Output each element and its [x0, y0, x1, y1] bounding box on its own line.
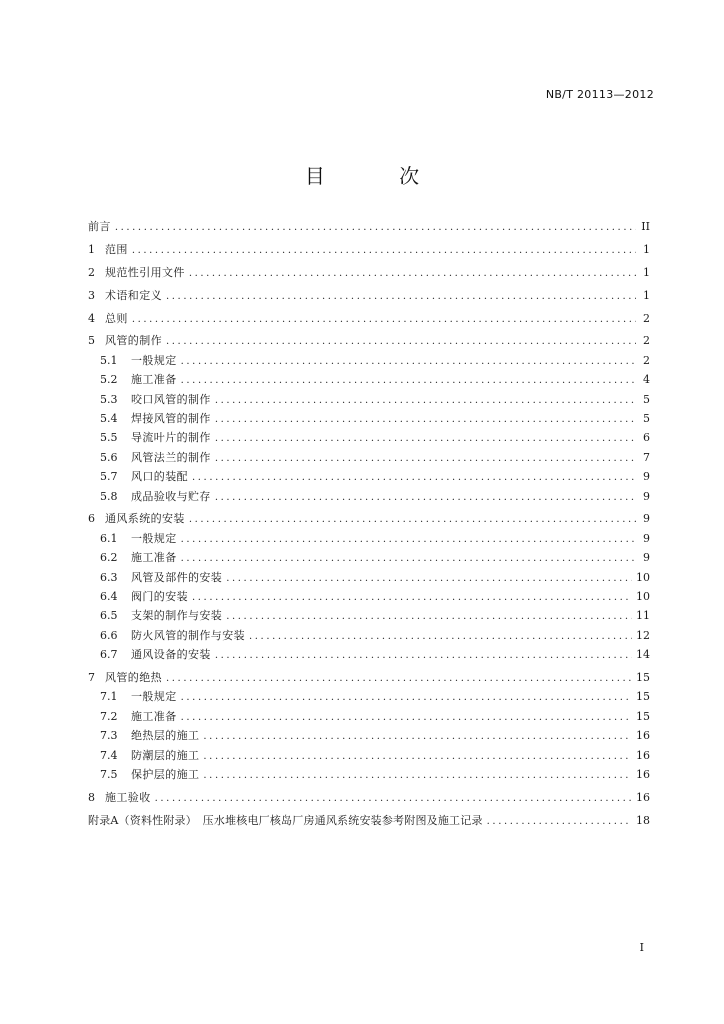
- toc-entry-page: 2: [643, 353, 650, 367]
- toc-entry-number: 5.7: [100, 470, 118, 484]
- toc-entry-title: 保护层的施工: [131, 768, 200, 782]
- toc-entry-page: 11: [636, 609, 650, 623]
- toc-entry-number: 5.4: [100, 412, 118, 426]
- toc-entry-title: 风口的装配: [131, 470, 188, 484]
- toc-dot-leader: [215, 410, 636, 428]
- toc-dot-leader: [192, 588, 632, 606]
- toc-entry-page: 9: [643, 470, 650, 484]
- toc-entry-title: 范围: [105, 242, 128, 256]
- toc-entry-page: 7: [643, 450, 650, 464]
- toc-entry-title: 施工准备: [131, 709, 177, 723]
- toc-entry-title: 总则: [105, 311, 128, 325]
- toc-entry[interactable]: [88, 668, 650, 687]
- toc-entry[interactable]: [88, 687, 650, 706]
- toc-entry-title: 通风设备的安装: [131, 648, 211, 662]
- table-of-contents: [88, 217, 650, 830]
- toc-entry-page: 5: [643, 392, 650, 406]
- toc-entry-page: 10: [636, 570, 650, 584]
- toc-entry[interactable]: [88, 587, 650, 606]
- toc-entry[interactable]: [88, 509, 650, 528]
- toc-dot-leader: [181, 688, 632, 706]
- toc-entry-number: 2: [88, 265, 95, 279]
- toc-entry-title: 一般规定: [131, 690, 177, 704]
- toc-entry[interactable]: [88, 568, 650, 587]
- toc-entry[interactable]: [88, 788, 650, 807]
- toc-entry-page: 16: [636, 768, 650, 782]
- toc-entry-title: 施工准备: [131, 551, 177, 565]
- toc-dot-leader: [215, 429, 636, 447]
- toc-entry-page: 1: [643, 288, 650, 302]
- toc-entry-title: 风管及部件的安装: [131, 570, 223, 584]
- toc-entry-page: 14: [636, 648, 650, 662]
- toc-dot-leader: [226, 569, 632, 587]
- toc-entry-number: 4: [88, 311, 95, 325]
- toc-dot-leader: [189, 264, 636, 282]
- toc-dot-leader: [181, 708, 632, 726]
- toc-entry-number: 6.6: [100, 628, 118, 642]
- toc-entry-page: 2: [643, 334, 650, 348]
- toc-entry[interactable]: [88, 811, 650, 830]
- toc-entry[interactable]: [88, 707, 650, 726]
- toc-dot-leader: [215, 449, 636, 467]
- toc-entry-page: 1: [643, 265, 650, 279]
- toc-entry[interactable]: [88, 409, 650, 428]
- toc-entry-number: 5.6: [100, 450, 118, 464]
- toc-entry-title: 防潮层的施工: [131, 748, 200, 762]
- toc-entry-number: 1: [88, 242, 95, 256]
- toc-dot-leader: [166, 669, 632, 687]
- toc-entry-title: 施工验收: [105, 790, 151, 804]
- toc-entry-page: 18: [636, 813, 650, 827]
- toc-entry-number: 7: [88, 671, 95, 685]
- toc-dot-leader: [132, 241, 636, 259]
- toc-entry-number: 6.4: [100, 590, 118, 604]
- toc-dot-leader: [181, 549, 636, 567]
- toc-dot-leader: [181, 371, 636, 389]
- toc-entry-number: 6: [88, 512, 95, 526]
- toc-entry-title: 咬口风管的制作: [131, 392, 211, 406]
- toc-entry[interactable]: [88, 331, 650, 350]
- toc-entry-number: 5: [88, 334, 95, 348]
- toc-dot-leader: [189, 510, 636, 528]
- toc-entry-number: 7.1: [100, 690, 118, 704]
- toc-entry[interactable]: [88, 626, 650, 645]
- toc-entry[interactable]: [88, 765, 650, 784]
- toc-entry[interactable]: [88, 448, 650, 467]
- toc-entry-number: 5.2: [100, 373, 118, 387]
- toc-entry[interactable]: [88, 726, 650, 745]
- toc-entry-title: 绝热层的施工: [131, 729, 200, 743]
- toc-dot-leader: [155, 789, 632, 807]
- toc-entry[interactable]: [88, 390, 650, 409]
- toc-entry-page: 6: [643, 431, 650, 445]
- toc-entry-page: 15: [636, 709, 650, 723]
- toc-entry-title: 风管的绝热: [105, 671, 162, 685]
- toc-entry[interactable]: [88, 606, 650, 625]
- toc-entry[interactable]: [88, 370, 650, 389]
- toc-dot-leader: [487, 812, 632, 830]
- toc-entry-number: 7.3: [100, 729, 118, 743]
- toc-entry-page: 16: [636, 748, 650, 762]
- toc-entry[interactable]: [88, 263, 650, 282]
- toc-entry-number: 5.5: [100, 431, 118, 445]
- toc-entry-page: 9: [643, 489, 650, 503]
- toc-entry-number: 6.2: [100, 551, 118, 565]
- toc-entry-number: 5.3: [100, 392, 118, 406]
- toc-entry-page: II: [641, 220, 650, 233]
- toc-entry-number: 7.2: [100, 709, 118, 723]
- toc-entry-number: 3: [88, 288, 95, 302]
- toc-dot-leader: [181, 530, 636, 548]
- page-number: I: [639, 941, 644, 954]
- toc-entry-page: 10: [636, 590, 650, 604]
- toc-entry-page: 15: [636, 690, 650, 704]
- toc-entry[interactable]: [88, 240, 650, 259]
- toc-entry-number: 7.4: [100, 748, 118, 762]
- toc-entry-title: 附录A（资料性附录） 压水堆核电厂核岛厂房通风系统安装参考附图及施工记录: [88, 813, 483, 827]
- toc-entry-title: 风管的制作: [105, 334, 162, 348]
- toc-dot-leader: [215, 646, 632, 664]
- toc-dot-leader: [203, 727, 632, 745]
- toc-dot-leader: [203, 747, 632, 765]
- toc-entry-number: 6.3: [100, 570, 118, 584]
- toc-dot-leader: [115, 218, 636, 236]
- toc-entry[interactable]: [88, 428, 650, 447]
- toc-entry-title: 一般规定: [131, 353, 177, 367]
- toc-dot-leader: [181, 352, 636, 370]
- toc-entry-page: 9: [643, 531, 650, 545]
- toc-entry-page: 16: [636, 790, 650, 804]
- toc-entry-page: 9: [643, 512, 650, 526]
- toc-entry-title: 施工准备: [131, 373, 177, 387]
- toc-entry-page: 15: [636, 671, 650, 685]
- toc-entry-title: 前言: [88, 220, 111, 233]
- toc-entry-title: 阀门的安装: [131, 590, 188, 604]
- toc-dot-leader: [166, 332, 636, 350]
- toc-entry[interactable]: [88, 217, 650, 236]
- toc-entry-page: 4: [643, 373, 650, 387]
- toc-entry-number: 7.5: [100, 768, 118, 782]
- toc-entry-number: 6.5: [100, 609, 118, 623]
- toc-entry[interactable]: [88, 467, 650, 486]
- standard-code: NB/T 20113—2012: [545, 88, 654, 101]
- toc-entry-title: 支架的制作与安装: [131, 609, 223, 623]
- toc-dot-leader: [132, 310, 636, 328]
- toc-entry-number: 5.1: [100, 353, 118, 367]
- toc-dot-leader: [215, 391, 636, 409]
- toc-entry[interactable]: [88, 645, 650, 664]
- toc-entry-title: 成品验收与贮存: [131, 489, 211, 503]
- toc-entry[interactable]: [88, 548, 650, 567]
- toc-entry-title: 风管法兰的制作: [131, 450, 211, 464]
- toc-dot-leader: [249, 627, 632, 645]
- toc-entry[interactable]: [88, 309, 650, 328]
- toc-entry-number: 6.1: [100, 531, 118, 545]
- toc-entry-title: 焊接风管的制作: [131, 412, 211, 426]
- toc-entry-number: 6.7: [100, 648, 118, 662]
- toc-entry-page: 16: [636, 729, 650, 743]
- toc-entry-number: 8: [88, 790, 95, 804]
- toc-dot-leader: [192, 468, 636, 486]
- toc-entry[interactable]: [88, 529, 650, 548]
- toc-dot-leader: [166, 287, 636, 305]
- toc-entry-title: 规范性引用文件: [105, 265, 185, 279]
- toc-entry-page: 5: [643, 412, 650, 426]
- toc-entry-title: 通风系统的安装: [105, 512, 185, 526]
- toc-entry-title: 防火风管的制作与安装: [131, 628, 245, 642]
- toc-entry-page: 9: [643, 551, 650, 565]
- toc-entry-title: 术语和定义: [105, 288, 162, 302]
- toc-entry[interactable]: [88, 286, 650, 305]
- toc-dot-leader: [226, 607, 632, 625]
- toc-entry-page: 1: [643, 242, 650, 256]
- toc-entry-title: 一般规定: [131, 531, 177, 545]
- toc-dot-leader: [203, 766, 632, 784]
- toc-entry[interactable]: [88, 487, 650, 506]
- toc-entry[interactable]: [88, 746, 650, 765]
- page-title: 目 次: [304, 164, 454, 188]
- toc-entry-title: 导流叶片的制作: [131, 431, 211, 445]
- toc-dot-leader: [215, 488, 636, 506]
- toc-entry-page: 12: [636, 628, 650, 642]
- toc-entry-number: 5.8: [100, 489, 118, 503]
- toc-entry-page: 2: [643, 311, 650, 325]
- toc-entry[interactable]: [88, 351, 650, 370]
